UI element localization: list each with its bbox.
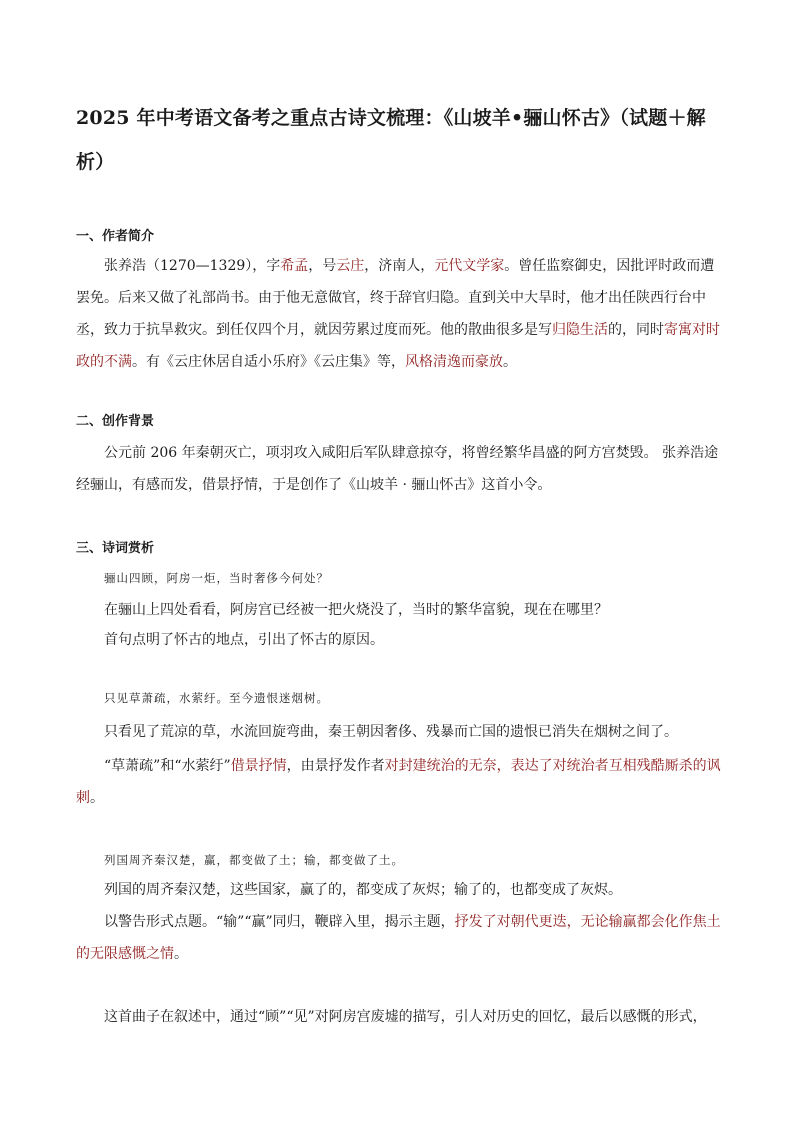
highlight-art-name: 云庄 bbox=[336, 258, 365, 274]
poem-line: 列国周齐秦汉楚，赢，都变做了土；输，都变做了土。 bbox=[104, 853, 404, 867]
text-run: 的，同时 bbox=[608, 322, 664, 338]
analysis-note bbox=[76, 906, 726, 970]
section-heading-appreciation: 三、诗词赏析 bbox=[76, 541, 155, 556]
document-title: 2025 年中考语文备考之重点古诗文梳理：《山坡羊•骊山怀古》（试题＋解析） bbox=[76, 107, 706, 173]
translation-line: 只看见了荒凉的草，水流回旋弯曲，秦王朝因奢侈、残暴而亡国的遗恨已消失在烟树之间了。 bbox=[104, 724, 678, 740]
poem-line: 骊山四顾，阿房一炬，当时奢侈今何处？ bbox=[104, 571, 329, 585]
background-paragraph: 公元前 206 年秦朝灭亡，项羽攻入咸阳后军队肆意掠夺，将曾经繁华昌盛的阿方宫焚毁。 张养浩途经骊山，有感而发，借景抒情，于是创作了《山坡羊 · 骊山怀古》这首小令。 bbox=[76, 445, 719, 493]
author-intro-paragraph bbox=[76, 250, 726, 378]
summary-paragraph: 这首曲子在叙述中，通过“顾”“见”对阿房宫废墟的描写，引人对历史的回忆，最后以感慨的形式， bbox=[104, 1009, 707, 1025]
text-run: 以警告形式点题。“输”“赢”同归，鞭辟入里，揭示主题， bbox=[104, 914, 455, 930]
highlight-theme: 寄寓对时政的不满 bbox=[76, 322, 720, 370]
poem-line: 只见草萧疏，水萦纡。至今遗恨迷烟树。 bbox=[104, 691, 329, 705]
highlight-identity: 元代文学家 bbox=[434, 258, 505, 274]
text-run: 。曾任监察御史，因批评时政而遭罢免。后来又做了礼部尚书。由于他无意做官，终于辞官归隐。直到关中大旱时，他才出任陕西行台中丞，致力于抗旱救灾。到任仅四个月，就因劳累过度而死。他的散曲很多是写 bbox=[76, 258, 715, 338]
analysis-note bbox=[76, 750, 726, 814]
text-run: “草萧疏”和“水萦纡” bbox=[104, 758, 231, 774]
highlight-technique: 借景抒情 bbox=[230, 758, 287, 774]
text-run: ，由景抒发作者 bbox=[286, 758, 385, 774]
text-run: 。 bbox=[174, 946, 188, 962]
highlight-courtesy-name: 希孟 bbox=[280, 258, 309, 274]
translation-line: 在骊山上四处看看，阿房宫已经被一把火烧没了，当时的繁华富貌，现在在哪里？ bbox=[104, 602, 608, 618]
text-run: 。 bbox=[503, 354, 517, 370]
text-run: 。 bbox=[90, 790, 104, 806]
translation-line: 列国的周齐秦汉楚，这些国家，赢了的，都变成了灰烬；输了的，也都变成了灰烬。 bbox=[104, 882, 622, 898]
analysis-note: 首句点明了怀古的地点，引出了怀古的原因。 bbox=[104, 632, 384, 648]
text-run: 张养浩（1270—1329），字 bbox=[104, 258, 281, 274]
section-heading-background: 二、创作背景 bbox=[76, 414, 155, 429]
highlight-emotion: 对封建统治的无奈，表达了对统治者互相残酷厮杀的讽刺 bbox=[76, 758, 721, 806]
text-run: ，济南人， bbox=[364, 258, 435, 274]
section-heading-author: 一、作者简介 bbox=[76, 229, 155, 244]
highlight-style: 风格清逸而豪放 bbox=[405, 354, 503, 370]
text-run: ，号 bbox=[308, 258, 337, 274]
highlight-emotion: 抒发了对朝代更迭，无论输赢都会化作焦土的无限感慨之情 bbox=[76, 914, 721, 962]
highlight-theme: 归隐生活 bbox=[552, 322, 608, 338]
text-run: 。有《云庄休居自适小乐府》《云庄集》等， bbox=[132, 354, 405, 370]
